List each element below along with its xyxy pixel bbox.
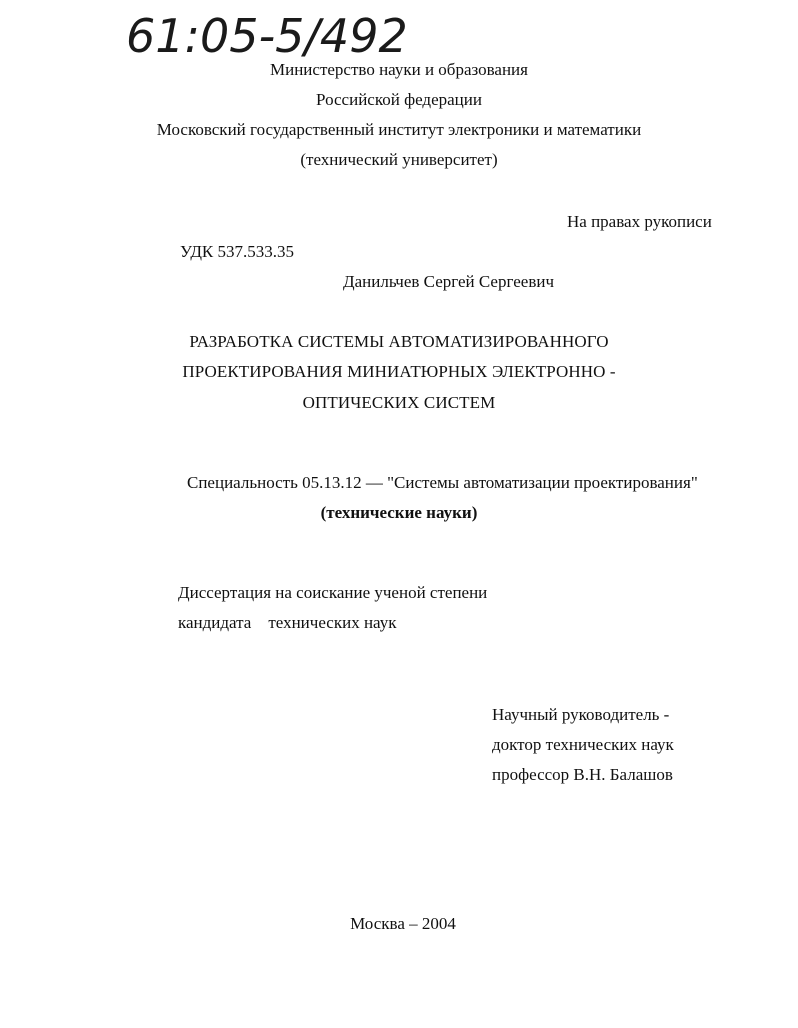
author-name: Данильчев Сергей Сергеевич xyxy=(343,272,554,291)
supervisor-name: профессор В.Н. Балашов xyxy=(492,765,673,784)
manuscript-rights: На правах рукописи xyxy=(567,212,712,231)
title-line-3: ОПТИЧЕСКИХ СИСТЕМ xyxy=(302,393,496,412)
dissertation-degree-line-2: кандидата технических наук xyxy=(178,613,397,632)
udc-code: УДК 537.533.35 xyxy=(180,242,295,261)
ministry-line-1: Министерство науки и образования xyxy=(270,60,528,79)
specialty-line: Специальность 05.13.12 — "Системы автоматизации проектирования" xyxy=(187,473,698,492)
title-line-2: ПРОЕКТИРОВАНИЯ МИНИАТЮРНЫХ ЭЛЕКТРОННО - xyxy=(182,362,616,381)
ministry-line-2: Российской федерации xyxy=(316,90,482,109)
supervisor-role: Научный руководитель - xyxy=(492,705,670,724)
title-line-1: РАЗРАБОТКА СИСТЕМЫ АВТОМАТИЗИРОВАННОГО xyxy=(189,332,609,351)
university-type: (технический университет) xyxy=(300,150,498,169)
supervisor-degree: доктор технических наук xyxy=(492,735,674,754)
city-year: Москва – 2004 xyxy=(350,914,456,933)
archive-mark-text: 61:05-5/492 xyxy=(126,9,408,63)
dissertation-degree-line-1: Диссертация на соискание ученой степени xyxy=(178,583,488,602)
specialty-field: (технические науки) xyxy=(320,503,478,522)
institute-name: Московский государственный институт электроники и математики xyxy=(156,120,642,139)
